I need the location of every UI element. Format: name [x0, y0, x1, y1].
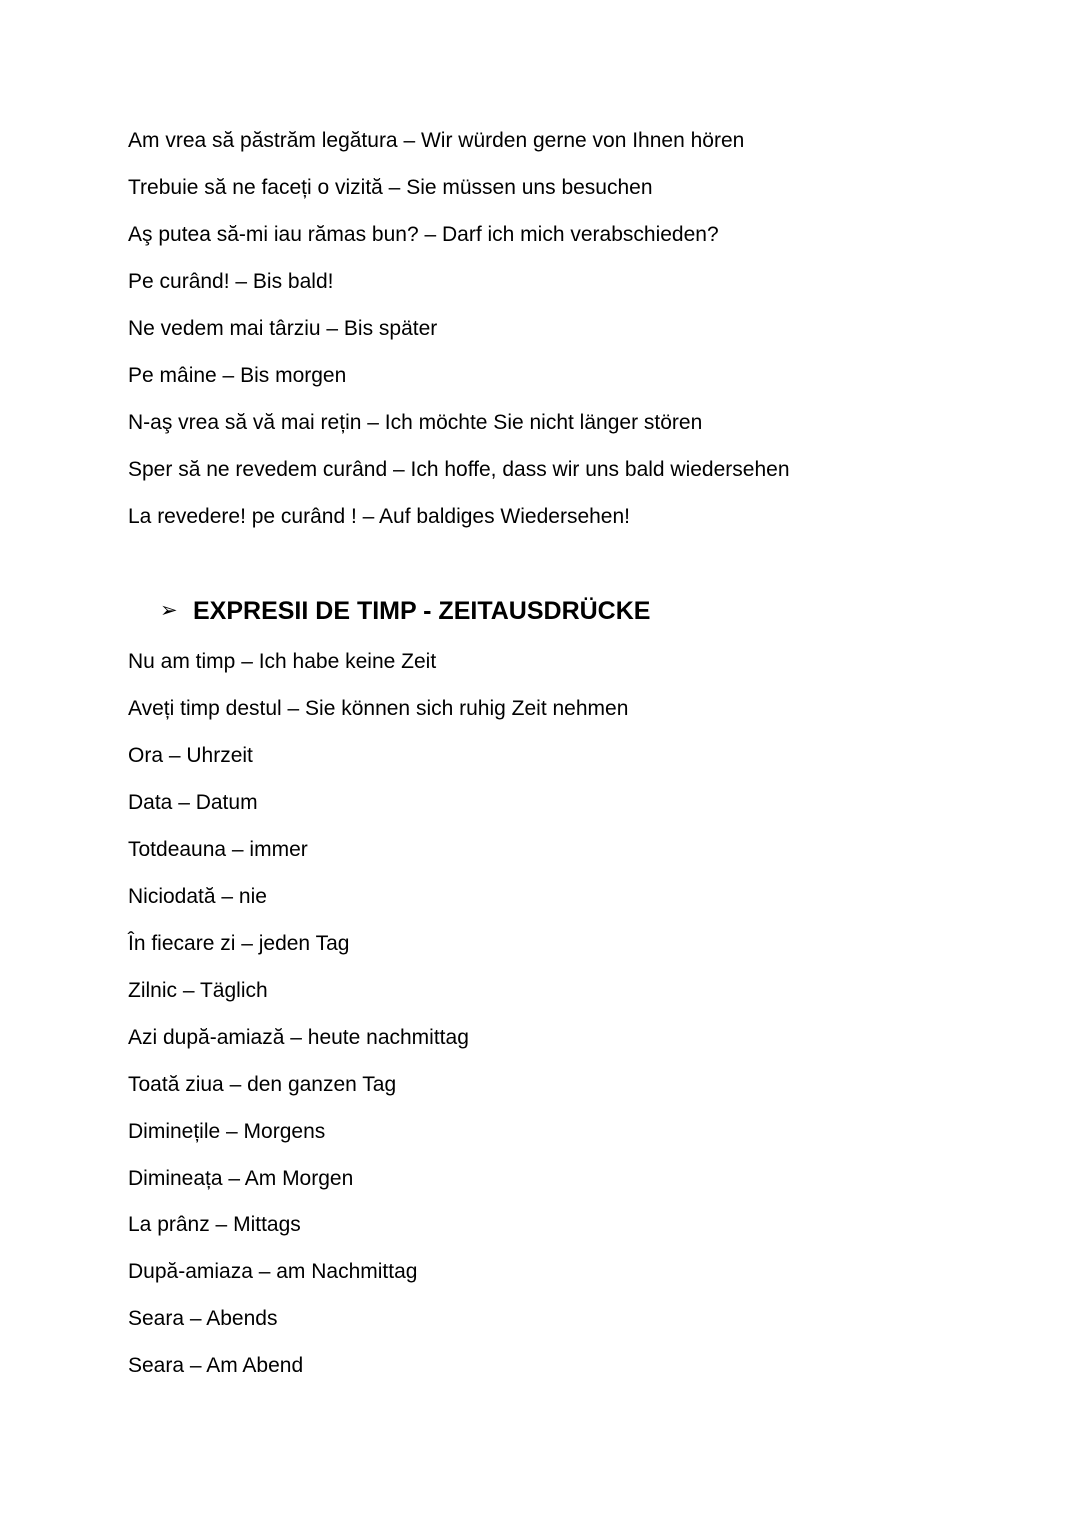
- phrase-line: Aş putea să-mi iau rămas bun? – Darf ich mich verabschieden?: [128, 223, 719, 246]
- phrase-line: Trebuie să ne faceți o vizită – Sie müssen uns besuchen: [128, 176, 653, 199]
- time-expression-line: După-amiaza – am Nachmittag: [128, 1260, 418, 1283]
- phrase-line: Pe curând! – Bis bald!: [128, 270, 334, 293]
- time-expression-line: Seara – Am Abend: [128, 1354, 304, 1377]
- time-expression-line: Data – Datum: [128, 791, 258, 814]
- phrase-line: Am vrea să păstrăm legătura – Wir würden gerne von Ihnen hören: [128, 129, 745, 152]
- phrase-line: Pe mâine – Bis morgen: [128, 364, 347, 387]
- time-expression-line: Zilnic – Täglich: [128, 979, 268, 1002]
- time-expression-line: Niciodată – nie: [128, 885, 267, 908]
- time-expression-line: Azi după-amiază – heute nachmittag: [128, 1026, 469, 1049]
- time-expression-line: În fiecare zi – jeden Tag: [128, 932, 350, 955]
- time-expression-line: Diminețile – Morgens: [128, 1120, 326, 1143]
- phrase-line: La revedere! pe curând ! – Auf baldiges Wiedersehen!: [128, 505, 630, 528]
- section-heading-text: EXPRESII DE TIMP - ZEITAUSDRÜCKE: [193, 597, 651, 625]
- time-expression-line: Nu am timp – Ich habe keine Zeit: [128, 650, 437, 673]
- phrase-line: N-aş vrea să vă mai rețin – Ich möchte Sie nicht länger stören: [128, 411, 703, 434]
- phrase-line: Sper să ne revedem curând – Ich hoffe, dass wir uns bald wiedersehen: [128, 458, 790, 481]
- time-expression-line: Toată ziua – den ganzen Tag: [128, 1073, 397, 1096]
- time-expression-line: Totdeauna – immer: [128, 838, 308, 861]
- time-expression-line: Seara – Abends: [128, 1307, 278, 1330]
- time-expression-line: Aveți timp destul – Sie können sich ruhig Zeit nehmen: [128, 697, 629, 720]
- time-expression-line: Dimineața – Am Morgen: [128, 1167, 354, 1190]
- phrase-line: Ne vedem mai târziu – Bis später: [128, 317, 438, 340]
- section-heading: [160, 596, 650, 626]
- arrow-bullet-icon: ➢: [160, 599, 178, 622]
- time-expression-line: Ora – Uhrzeit: [128, 744, 253, 767]
- time-expression-line: La prânz – Mittags: [128, 1213, 301, 1236]
